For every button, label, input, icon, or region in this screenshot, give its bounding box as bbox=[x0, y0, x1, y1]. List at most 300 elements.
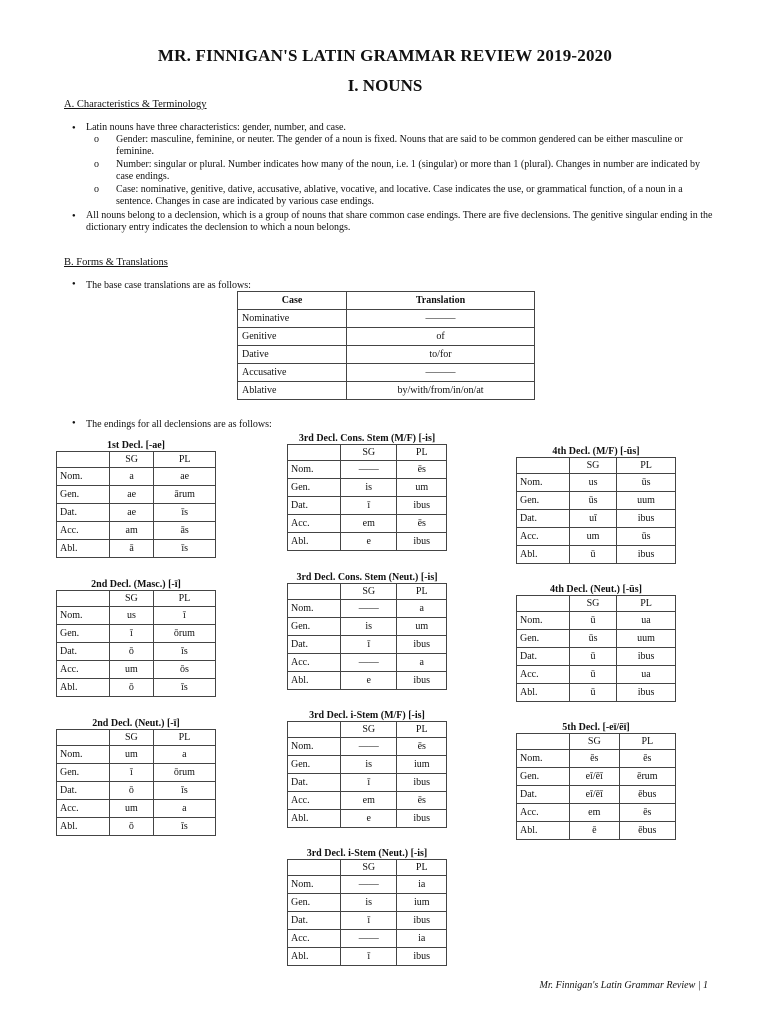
declension-4-mf bbox=[516, 446, 676, 564]
plural-ending: ibus bbox=[617, 648, 676, 666]
document-title: MR. FINNIGAN'S LATIN GRAMMAR REVIEW 2019-2020 bbox=[157, 46, 613, 65]
table-row bbox=[517, 786, 676, 804]
page-footer: Mr. Finnigan's Latin Grammar Review | 1 bbox=[539, 980, 708, 991]
table-row bbox=[517, 474, 676, 492]
table-row bbox=[57, 607, 216, 625]
case-label: Gen. bbox=[57, 625, 110, 643]
column-header: Case bbox=[238, 292, 347, 310]
case-cell: Genitive bbox=[238, 328, 347, 346]
singular-ending: ā bbox=[110, 540, 154, 558]
declension-title: 3rd Decl. Cons. Stem (M/F) [-is] bbox=[298, 433, 436, 444]
blank-header-cell bbox=[517, 596, 570, 612]
case-label: Nom. bbox=[517, 474, 570, 492]
table-row bbox=[288, 479, 447, 497]
singular-ending: ē bbox=[570, 822, 620, 840]
plural-ending: ūs bbox=[617, 474, 676, 492]
plural-ending: ēs bbox=[397, 515, 447, 533]
table-header-row bbox=[288, 722, 447, 738]
case-label: Dat. bbox=[288, 774, 341, 792]
declension-table bbox=[516, 595, 676, 702]
table-row bbox=[517, 804, 676, 822]
section-b-heading: B. Forms & Translations bbox=[64, 257, 168, 268]
table-row bbox=[517, 612, 676, 630]
table-row bbox=[288, 497, 447, 515]
case-cell: Nominative bbox=[238, 310, 347, 328]
case-label: Gen. bbox=[288, 894, 341, 912]
blank-header-cell bbox=[288, 445, 341, 461]
declension-title: 4th Decl. (M/F) [-ūs] bbox=[552, 446, 640, 457]
table-row bbox=[57, 818, 216, 836]
singular-ending: us bbox=[570, 474, 617, 492]
table-row bbox=[57, 643, 216, 661]
singular-ending: ī bbox=[341, 497, 397, 515]
plural-ending: ēbus bbox=[619, 786, 675, 804]
singular-ending: uī bbox=[570, 510, 617, 528]
translation-cell: to/for bbox=[347, 346, 535, 364]
case-label: Gen. bbox=[517, 768, 570, 786]
table-row bbox=[517, 528, 676, 546]
singular-ending: ae bbox=[110, 486, 154, 504]
plural-ending: ōs bbox=[153, 661, 215, 679]
plural-ending: ōrum bbox=[153, 764, 215, 782]
case-label: Abl. bbox=[57, 818, 110, 836]
blank-header-cell bbox=[288, 722, 341, 738]
table-row bbox=[517, 750, 676, 768]
declension-title: 1st Decl. [-ae] bbox=[106, 440, 166, 451]
plural-ending: uum bbox=[617, 492, 676, 510]
singular-ending: ū bbox=[570, 612, 617, 630]
table-row bbox=[57, 782, 216, 800]
singular-ending: a bbox=[110, 468, 154, 486]
singular-ending: ō bbox=[110, 643, 154, 661]
plural-ending: ium bbox=[397, 894, 447, 912]
singular-ending: ū bbox=[570, 666, 617, 684]
case-label: Acc. bbox=[57, 800, 110, 818]
singular-ending: —— bbox=[341, 930, 397, 948]
table-row bbox=[288, 792, 447, 810]
case-label: Nom. bbox=[57, 468, 110, 486]
case-label: Nom. bbox=[517, 750, 570, 768]
declension-3-istem-mf bbox=[287, 710, 447, 828]
table-header-row bbox=[288, 445, 447, 461]
declension-table bbox=[516, 733, 676, 840]
declension-2-neut bbox=[56, 718, 216, 836]
plural-ending: ibus bbox=[397, 636, 447, 654]
singular-header: SG bbox=[341, 584, 397, 600]
case-label: Abl. bbox=[288, 948, 341, 966]
plural-header: PL bbox=[617, 596, 676, 612]
case-label: Acc. bbox=[517, 804, 570, 822]
case-label: Abl. bbox=[517, 822, 570, 840]
plural-ending: ēs bbox=[397, 461, 447, 479]
singular-ending: ō bbox=[110, 679, 154, 697]
singular-ending: is bbox=[341, 894, 397, 912]
blank-header-cell bbox=[288, 860, 341, 876]
plural-header: PL bbox=[154, 452, 216, 468]
case-label: Gen. bbox=[57, 486, 110, 504]
sub-item: o Case: nominative, genitive, dative, accusative, ablative, vocative, and locative. Case indicates the use, or grammatical function, of a noun in a sentence. Changes in case are indicated by various case endings. bbox=[86, 184, 714, 208]
plural-ending: ōrum bbox=[153, 625, 215, 643]
table-row bbox=[288, 756, 447, 774]
table-row bbox=[517, 492, 676, 510]
declension-title: 2nd Decl. (Masc.) [-ī] bbox=[91, 579, 181, 590]
translation-cell: ——— bbox=[347, 364, 535, 382]
case-label: Dat. bbox=[517, 786, 570, 804]
table-row bbox=[517, 666, 676, 684]
table-row bbox=[238, 346, 535, 364]
table-row bbox=[57, 625, 216, 643]
declension-title: 3rd Decl. i-Stem (Neut.) [-is] bbox=[306, 848, 428, 859]
table-row bbox=[238, 310, 535, 328]
singular-ending: ī bbox=[110, 625, 154, 643]
case-label: Acc. bbox=[517, 666, 570, 684]
blank-header-cell bbox=[517, 458, 570, 474]
singular-ending: ō bbox=[110, 818, 154, 836]
table-row bbox=[57, 800, 216, 818]
singular-header: SG bbox=[110, 730, 154, 746]
declension-1 bbox=[56, 440, 216, 558]
blank-header-cell bbox=[57, 452, 110, 468]
table-header-row bbox=[288, 584, 447, 600]
plural-header: PL bbox=[397, 584, 447, 600]
plural-ending: īs bbox=[154, 504, 216, 522]
singular-header: SG bbox=[341, 445, 397, 461]
declension-title: 4th Decl. (Neut.) [-ūs] bbox=[550, 584, 642, 595]
table-header-row bbox=[517, 734, 676, 750]
table-row bbox=[288, 738, 447, 756]
table-row bbox=[517, 630, 676, 648]
singular-ending: ō bbox=[110, 782, 154, 800]
singular-ending: am bbox=[110, 522, 154, 540]
table-row bbox=[57, 540, 216, 558]
sub-item: o Number: singular or plural. Number indicates how many of the noun, i.e. 1 (singular) or more than 1 (plural). Changes in number are indicated by case endings. bbox=[86, 159, 714, 183]
plural-ending: īs bbox=[154, 540, 216, 558]
plural-ending: ūs bbox=[617, 528, 676, 546]
plural-header: PL bbox=[397, 722, 447, 738]
case-label: Nom. bbox=[517, 612, 570, 630]
plural-ending: īs bbox=[153, 643, 215, 661]
singular-ending: um bbox=[110, 746, 154, 764]
table-row bbox=[288, 533, 447, 551]
plural-ending: ēs bbox=[619, 804, 675, 822]
plural-ending: ēbus bbox=[619, 822, 675, 840]
bullet-text: Latin nouns have three characteristics: gender, number, and case. bbox=[86, 122, 346, 133]
case-label: Gen. bbox=[517, 492, 570, 510]
case-label: Dat. bbox=[517, 648, 570, 666]
table-header-row bbox=[57, 730, 216, 746]
table-row bbox=[288, 948, 447, 966]
plural-ending: um bbox=[397, 479, 447, 497]
plural-ending: ī bbox=[153, 607, 215, 625]
declension-title: 3rd Decl. i-Stem (M/F) [-is] bbox=[309, 710, 425, 721]
case-label: Nom. bbox=[57, 746, 110, 764]
table-row bbox=[517, 546, 676, 564]
table-row bbox=[517, 510, 676, 528]
plural-ending: ium bbox=[397, 756, 447, 774]
singular-ending: is bbox=[341, 756, 397, 774]
declension-3-cons-mf bbox=[287, 433, 447, 551]
table-row bbox=[57, 746, 216, 764]
singular-ending: ūs bbox=[570, 492, 617, 510]
singular-ending: em bbox=[341, 792, 397, 810]
case-label: Nom. bbox=[57, 607, 110, 625]
section-title: I. NOUNS bbox=[347, 76, 423, 95]
plural-ending: ia bbox=[397, 876, 447, 894]
case-label: Acc. bbox=[288, 930, 341, 948]
singular-ending: —— bbox=[341, 461, 397, 479]
case-label: Abl. bbox=[517, 546, 570, 564]
translation-cell: of bbox=[347, 328, 535, 346]
case-label: Dat. bbox=[288, 912, 341, 930]
case-label: Nom. bbox=[288, 600, 341, 618]
singular-ending: —— bbox=[341, 876, 397, 894]
plural-ending: ēs bbox=[619, 750, 675, 768]
plural-ending: ibus bbox=[397, 672, 447, 690]
case-label: Abl. bbox=[288, 672, 341, 690]
plural-ending: ibus bbox=[397, 533, 447, 551]
blank-header-cell bbox=[57, 591, 110, 607]
table-row bbox=[57, 661, 216, 679]
declension-3-istem-neut bbox=[287, 848, 447, 966]
section-a-heading: A. Characteristics & Terminology bbox=[64, 99, 207, 110]
singular-ending: us bbox=[110, 607, 154, 625]
singular-ending: um bbox=[570, 528, 617, 546]
table-header-row bbox=[517, 596, 676, 612]
singular-ending: —— bbox=[341, 654, 397, 672]
case-label: Dat. bbox=[57, 782, 110, 800]
singular-header: SG bbox=[341, 722, 397, 738]
table-row bbox=[57, 522, 216, 540]
plural-ending: ērum bbox=[619, 768, 675, 786]
declension-table bbox=[287, 721, 447, 828]
declension-table bbox=[287, 859, 447, 966]
singular-ending: is bbox=[341, 479, 397, 497]
declension-4-neut bbox=[516, 584, 676, 702]
declension-table bbox=[56, 590, 216, 697]
plural-ending: ia bbox=[397, 930, 447, 948]
plural-ending: ibus bbox=[397, 948, 447, 966]
singular-header: SG bbox=[570, 458, 617, 474]
section-a-bullets bbox=[64, 122, 714, 236]
case-label: Gen. bbox=[288, 479, 341, 497]
case-label: Abl. bbox=[288, 810, 341, 828]
singular-ending: ēs bbox=[570, 750, 620, 768]
case-cell: Ablative bbox=[238, 382, 347, 400]
singular-ending: ū bbox=[570, 546, 617, 564]
translation-cell: by/with/from/in/on/at bbox=[347, 382, 535, 400]
plural-header: PL bbox=[153, 730, 215, 746]
singular-ending: um bbox=[110, 661, 154, 679]
case-label: Acc. bbox=[288, 792, 341, 810]
singular-ending: eī/ēī bbox=[570, 768, 620, 786]
case-label: Nom. bbox=[288, 738, 341, 756]
plural-ending: a bbox=[153, 800, 215, 818]
case-label: Dat. bbox=[288, 636, 341, 654]
case-label: Abl. bbox=[517, 684, 570, 702]
table-row bbox=[288, 930, 447, 948]
table-row bbox=[288, 774, 447, 792]
plural-ending: ārum bbox=[154, 486, 216, 504]
singular-header: SG bbox=[341, 860, 397, 876]
table-row bbox=[57, 486, 216, 504]
blank-header-cell bbox=[288, 584, 341, 600]
singular-ending: e bbox=[341, 672, 397, 690]
singular-ending: um bbox=[110, 800, 154, 818]
table-row bbox=[288, 600, 447, 618]
table-row bbox=[288, 876, 447, 894]
table-row bbox=[238, 382, 535, 400]
plural-ending: uum bbox=[617, 630, 676, 648]
singular-ending: ae bbox=[110, 504, 154, 522]
case-label: Abl. bbox=[288, 533, 341, 551]
singular-ending: ū bbox=[570, 684, 617, 702]
table-row bbox=[288, 461, 447, 479]
table-header-row bbox=[288, 860, 447, 876]
singular-ending: —— bbox=[341, 600, 397, 618]
case-cell: Dative bbox=[238, 346, 347, 364]
bullet-item bbox=[64, 122, 714, 208]
table-row bbox=[517, 822, 676, 840]
plural-ending: um bbox=[397, 618, 447, 636]
plural-ending: ās bbox=[154, 522, 216, 540]
singular-header: SG bbox=[570, 596, 617, 612]
table-row bbox=[288, 515, 447, 533]
table-row bbox=[57, 679, 216, 697]
plural-ending: a bbox=[153, 746, 215, 764]
declension-3-cons-neut bbox=[287, 572, 447, 690]
declension-table bbox=[56, 451, 216, 558]
blank-header-cell bbox=[57, 730, 110, 746]
plural-ending: īs bbox=[153, 679, 215, 697]
table-row bbox=[288, 654, 447, 672]
table-row bbox=[238, 328, 535, 346]
plural-ending: ibus bbox=[617, 546, 676, 564]
singular-ending: eī/ēī bbox=[570, 786, 620, 804]
case-label: Abl. bbox=[57, 540, 110, 558]
declension-table bbox=[287, 583, 447, 690]
singular-ending: —— bbox=[341, 738, 397, 756]
case-label: Abl. bbox=[57, 679, 110, 697]
case-label: Dat. bbox=[57, 643, 110, 661]
table-row bbox=[57, 504, 216, 522]
bullet-item: ● All nouns belong to a declension, which is a group of nouns that share common case endings. There are five declensions. The genitive singular ending in the dictionary entry indicates the declension to which a noun belongs. bbox=[64, 210, 714, 234]
table-row bbox=[238, 364, 535, 382]
case-cell: Accusative bbox=[238, 364, 347, 382]
singular-ending: em bbox=[570, 804, 620, 822]
singular-ending: ūs bbox=[570, 630, 617, 648]
plural-ending: ibus bbox=[617, 510, 676, 528]
plural-ending: ibus bbox=[617, 684, 676, 702]
plural-ending: ae bbox=[154, 468, 216, 486]
singular-ending: ū bbox=[570, 648, 617, 666]
declension-title: 2nd Decl. (Neut.) [-ī] bbox=[92, 718, 180, 729]
case-label: Dat. bbox=[288, 497, 341, 515]
table-header-row bbox=[57, 591, 216, 607]
translation-table bbox=[237, 291, 535, 400]
case-label: Nom. bbox=[288, 876, 341, 894]
declension-table bbox=[287, 444, 447, 551]
table-row bbox=[288, 672, 447, 690]
case-label: Acc. bbox=[57, 522, 110, 540]
singular-header: SG bbox=[570, 734, 620, 750]
plural-header: PL bbox=[619, 734, 675, 750]
table-row bbox=[517, 648, 676, 666]
plural-ending: ēs bbox=[397, 738, 447, 756]
plural-ending: a bbox=[397, 654, 447, 672]
case-label: Nom. bbox=[288, 461, 341, 479]
table-row bbox=[288, 618, 447, 636]
table-row bbox=[57, 764, 216, 782]
table-row bbox=[517, 768, 676, 786]
case-label: Acc. bbox=[517, 528, 570, 546]
singular-ending: e bbox=[341, 533, 397, 551]
plural-ending: ibus bbox=[397, 912, 447, 930]
bullet-item: ● The base case translations are as follows: bbox=[64, 280, 251, 291]
declension-2-masc bbox=[56, 579, 216, 697]
singular-header: SG bbox=[110, 452, 154, 468]
blank-header-cell bbox=[517, 734, 570, 750]
plural-ending: ibus bbox=[397, 810, 447, 828]
case-label: Dat. bbox=[57, 504, 110, 522]
plural-header: PL bbox=[153, 591, 215, 607]
sub-item: o Gender: masculine, feminine, or neuter. The gender of a noun is fixed. Nouns that are said to be common gendered can be either masculine or feminine. bbox=[86, 134, 714, 158]
table-row bbox=[57, 468, 216, 486]
table-header-row bbox=[57, 452, 216, 468]
singular-ending: ī bbox=[110, 764, 154, 782]
table-row bbox=[288, 810, 447, 828]
plural-header: PL bbox=[617, 458, 676, 474]
case-label: Gen. bbox=[288, 618, 341, 636]
table-row bbox=[288, 636, 447, 654]
plural-ending: ibus bbox=[397, 774, 447, 792]
plural-ending: a bbox=[397, 600, 447, 618]
case-label: Acc. bbox=[288, 654, 341, 672]
case-label: Acc. bbox=[288, 515, 341, 533]
plural-ending: ēs bbox=[397, 792, 447, 810]
declension-title: 5th Decl. [-eī/ēī] bbox=[562, 722, 630, 733]
singular-ending: ī bbox=[341, 912, 397, 930]
declension-table bbox=[516, 457, 676, 564]
singular-ending: ī bbox=[341, 774, 397, 792]
declension-table bbox=[56, 729, 216, 836]
singular-header: SG bbox=[110, 591, 154, 607]
table-header-row bbox=[517, 458, 676, 474]
singular-ending: em bbox=[341, 515, 397, 533]
case-label: Dat. bbox=[517, 510, 570, 528]
plural-ending: ua bbox=[617, 666, 676, 684]
table-row bbox=[517, 684, 676, 702]
singular-ending: ī bbox=[341, 636, 397, 654]
case-label: Acc. bbox=[57, 661, 110, 679]
singular-ending: is bbox=[341, 618, 397, 636]
translation-cell: ——— bbox=[347, 310, 535, 328]
case-label: Gen. bbox=[57, 764, 110, 782]
declension-title: 3rd Decl. Cons. Stem (Neut.) [-is] bbox=[296, 572, 438, 583]
plural-header: PL bbox=[397, 445, 447, 461]
table-header-row bbox=[238, 292, 535, 310]
column-header: Translation bbox=[347, 292, 535, 310]
declension-5 bbox=[516, 722, 676, 840]
plural-header: PL bbox=[397, 860, 447, 876]
singular-ending: ī bbox=[341, 948, 397, 966]
table-row bbox=[288, 912, 447, 930]
plural-ending: īs bbox=[153, 782, 215, 800]
plural-ending: īs bbox=[153, 818, 215, 836]
bullet-item: ● The endings for all declensions are as follows: bbox=[64, 419, 272, 430]
case-label: Gen. bbox=[517, 630, 570, 648]
sub-list bbox=[86, 134, 714, 208]
plural-ending: ua bbox=[617, 612, 676, 630]
